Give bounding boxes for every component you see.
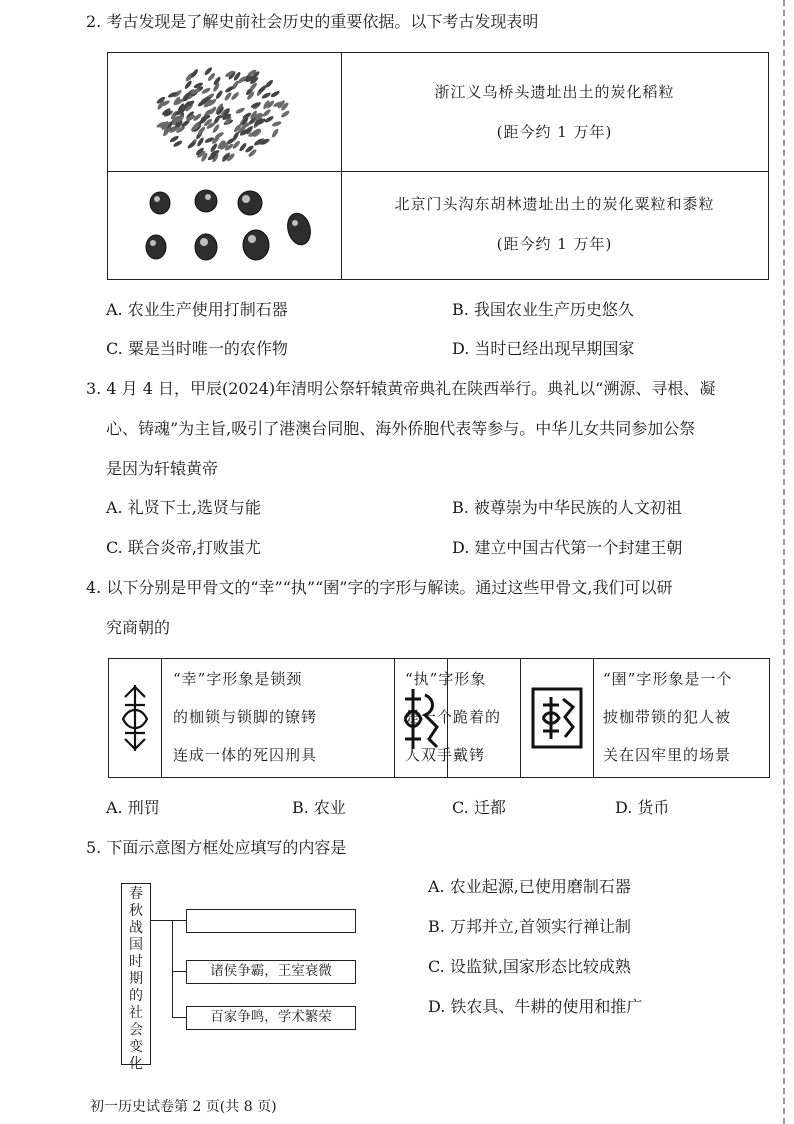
title-char: 会 (129, 1022, 143, 1038)
title-char: 时 (129, 954, 143, 970)
rice-grain (184, 80, 193, 90)
q2-stem: 2. 考古发现是了解史前社会历史的重要依据。以下考古发现表明 (86, 12, 539, 31)
oracle-bone-xing-glyph-icon (119, 683, 151, 753)
title-char: 化 (129, 1056, 143, 1072)
rice-grain (280, 110, 290, 119)
rice-grain (223, 91, 232, 101)
q5-option-a[interactable]: A. 农业起源,已使用磨制石器 (428, 877, 631, 896)
title-char: 期 (129, 971, 143, 987)
q5-option-c[interactable]: C. 设监狱,国家形态比较成熟 (428, 957, 631, 976)
connector-branch-2 (172, 971, 186, 972)
q4-yu-line3: 关在囚牢里的场景 (603, 746, 732, 764)
binding-dashed-line (783, 0, 785, 1124)
q3-stem-line3: 是因为轩辕黄帝 (106, 459, 219, 478)
rice-grain (262, 108, 272, 118)
title-char: 秋 (129, 903, 143, 919)
q4-yu-line2: 披枷带锁的犯人被 (603, 708, 732, 726)
rice-grain (271, 120, 282, 127)
q2-row1-text: 浙江义乌桥头遗址出土的炭化稻粒 (434, 83, 675, 101)
q2-option-d[interactable]: D. 当时已经出现早期国家 (452, 339, 635, 358)
rice-grain (270, 90, 281, 98)
q2-table (107, 52, 769, 280)
title-char: 春 (129, 886, 143, 902)
q2-option-b[interactable]: B. 我国农业生产历史悠久 (452, 300, 634, 319)
connector-branch-1 (172, 920, 186, 921)
q4-option-b[interactable]: B. 农业 (292, 798, 346, 817)
title-char: 战 (129, 920, 143, 936)
millet-grains-image (138, 187, 313, 267)
q3-option-d[interactable]: D. 建立中国古代第一个封建王朝 (452, 538, 683, 557)
q2-row1-date: (距今约 1 万年) (496, 123, 613, 141)
rice-grain (230, 91, 240, 101)
q4-zhi-line1: “执”字形象 (405, 670, 487, 688)
oracle-bone-yu-glyph-icon (529, 685, 585, 751)
q2-option-a[interactable]: A. 农业生产使用打制石器 (106, 300, 288, 319)
q4-xing-line3: 连成一体的死囚刑具 (173, 746, 318, 764)
q4-stem-line2: 究商朝的 (106, 618, 171, 637)
connector-branch-3 (172, 1017, 186, 1018)
title-char: 的 (129, 988, 143, 1004)
connector-horizontal (150, 920, 173, 921)
q3-stem-line1: 3. 4 月 4 日，甲辰(2024)年清明公祭轩辕黄帝典礼在陕西举行。典礼以“溯源、寻根、凝 (86, 379, 716, 398)
q4-xing-line2: 的枷锁与锁脚的镣铐 (173, 708, 318, 726)
rice-grain (187, 140, 197, 149)
q3-option-c[interactable]: C. 联合炎帝,打败蚩尤 (106, 538, 261, 557)
q3-stem-line2: 心、铸魂”为主旨,吸引了港澳台同胞、海外侨胞代表等参与。中华儿女共同参加公祭 (106, 419, 696, 438)
q4-zhi-line2: 是一个跪着的 (405, 708, 502, 726)
title-char: 国 (129, 937, 143, 953)
q4-option-d[interactable]: D. 货币 (615, 798, 670, 817)
rice-grain (261, 91, 272, 99)
rice-grain (258, 84, 268, 94)
q4-zhi-line3: 人双手戴铐 (405, 746, 486, 764)
q5-box-hegemony: 诸侯争霸，王室衰微 (186, 960, 356, 984)
rice-grains-image (152, 61, 292, 165)
q4-xing-line1: “幸”字形象是锁颈 (173, 670, 303, 688)
rice-grain (235, 107, 246, 115)
q2-row2-text: 北京门头沟东胡林遗址出土的炭化粟粒和黍粒 (394, 195, 715, 213)
q5-diagram-title (121, 883, 151, 1072)
title-char: 变 (129, 1039, 143, 1055)
q5-blank-box (186, 909, 356, 933)
rice-grain (271, 128, 280, 139)
q5-option-d[interactable]: D. 铁农具、牛耕的使用和推广 (428, 997, 643, 1016)
q5-stem: 5. 下面示意图方框处应填写的内容是 (86, 838, 347, 857)
q5-option-b[interactable]: B. 万邦并立,首领实行禅让制 (428, 917, 632, 936)
rice-grain (215, 89, 224, 99)
q4-option-c[interactable]: C. 迁都 (452, 798, 506, 817)
page-footer: 初一历史试卷第 2 页(共 8 页) (90, 1099, 277, 1115)
q4-yu-line1: “圉”字形象是一个 (603, 670, 733, 688)
q2-row2-date: (距今约 1 万年) (496, 235, 613, 253)
q4-option-a[interactable]: A. 刑罚 (106, 798, 160, 817)
q3-option-a[interactable]: A. 礼贤下士,选贤与能 (106, 498, 261, 517)
q4-table (108, 658, 770, 778)
connector-vertical (172, 920, 173, 1018)
title-char: 社 (129, 1005, 143, 1021)
q4-stem-line1: 4. 以下分别是甲骨文的“幸”“执”“圉”字的字形与解读。通过这些甲骨文,我们可以研 (86, 578, 673, 597)
q5-box-hundred-schools: 百家争鸣，学术繁荣 (186, 1006, 356, 1030)
q3-option-b[interactable]: B. 被尊崇为中华民族的人文初祖 (452, 498, 682, 517)
q2-option-c[interactable]: C. 粟是当时唯一的农作物 (106, 339, 288, 358)
